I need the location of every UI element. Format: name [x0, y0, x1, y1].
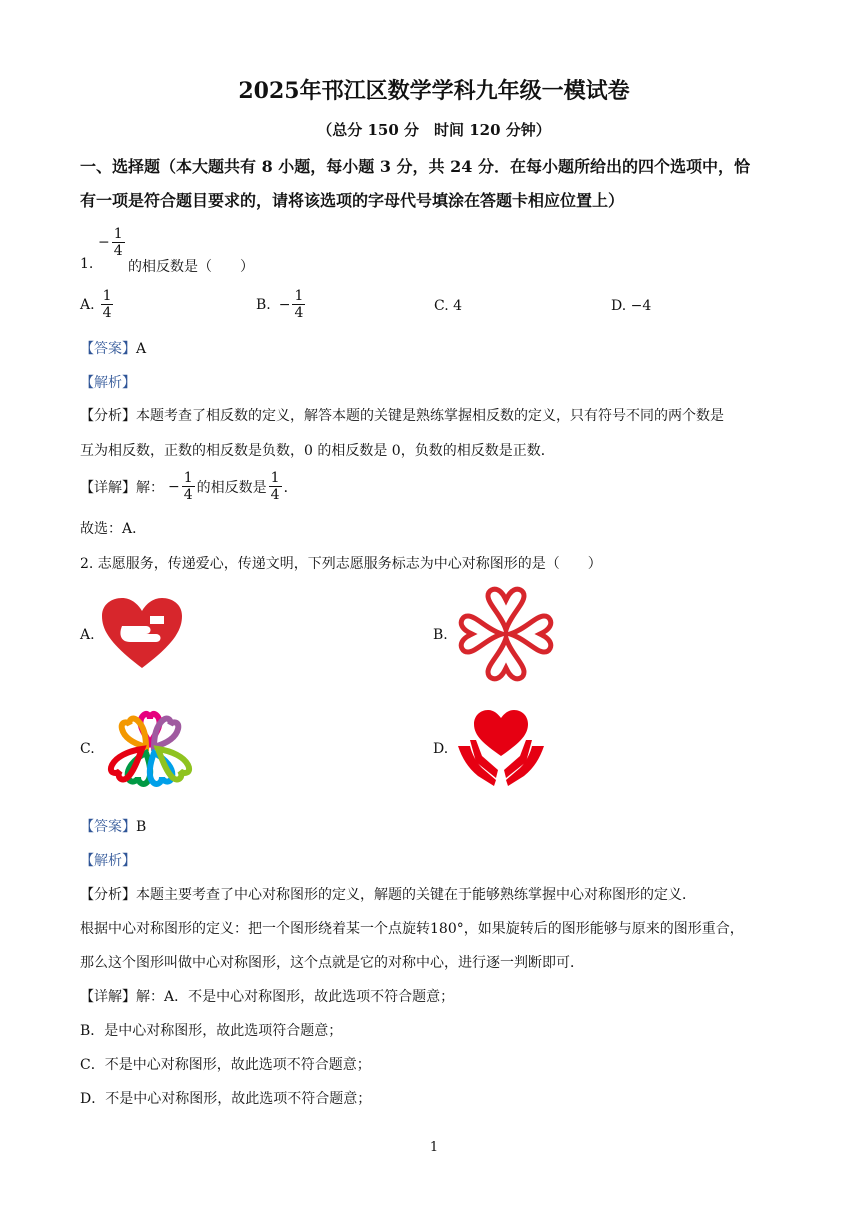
- q1-answer: [80, 338, 146, 358]
- q1-fenxi-2: 互为相反数，正数的相反数是负数，0 的相反数是 0，负数的相反数是正数．: [80, 443, 555, 459]
- q1-stem-fraction: [98, 226, 127, 259]
- q1-option-c: C. 4: [434, 298, 463, 314]
- heart-hands-logo-d: [456, 706, 546, 788]
- q1-option-a-frac: [101, 288, 114, 321]
- q1-answer-value: A: [136, 341, 147, 357]
- q1-frac-num: 1: [113, 226, 123, 242]
- q2-analysis-tag: 【解析】: [80, 853, 136, 869]
- section-heading-line2: 有一项是符合题目要求的，请将该选项的字母代号填涂在答题卡相应位置上）: [80, 191, 625, 210]
- q1-xiangjie-num2: 1: [270, 470, 280, 486]
- q1-number: 1.: [80, 256, 94, 272]
- q2-answer-value: B: [136, 819, 147, 835]
- q1-xiangjie-frac2: [269, 470, 282, 503]
- heart-hand-logo-a: [100, 596, 184, 672]
- q2-fenxi-text: 本题主要考查了中心对称图形的定义，解题的关键在于能够熟练掌握中心对称图形的定义．: [136, 887, 696, 903]
- q1-frac-den: 4: [113, 243, 123, 259]
- q2-option-a-label: A.: [80, 627, 95, 643]
- q2-xiangjie-a: [80, 986, 454, 1006]
- q1-fenxi-1: [80, 405, 724, 425]
- q1-xiangjie-mid: 的相反数是: [196, 479, 267, 496]
- q1-option-b-num: 1: [294, 288, 304, 304]
- colorful-hearts-logo-c: [102, 703, 198, 795]
- page-subtitle: （总分 150 分 时间 120 分钟）: [317, 121, 551, 139]
- q1-frac: [112, 226, 125, 259]
- q1-stem-suffix: 的相反数是（ ）: [128, 259, 254, 275]
- q1-xiangjie-den2: 4: [270, 487, 280, 503]
- q2-xiangjie-c: C．不是中心对称图形，故此选项不符合题意；: [80, 1057, 371, 1073]
- q1-answer-tag: 【答案】: [80, 341, 136, 357]
- q2-definition-1: 根据中心对称图形的定义：把一个图形绕着某一个点旋转180°，如果旋转后的图形能够与原来的图形重合，: [80, 921, 744, 937]
- q2-fenxi-1: [80, 884, 696, 904]
- q2-xiangjie-d: D．不是中心对称图形，故此选项不符合题意；: [80, 1091, 372, 1107]
- q1-fenxi-tag: 【分析】: [80, 408, 136, 424]
- q2-option-c-label: C.: [80, 741, 95, 757]
- q2-option-b-label: B.: [433, 627, 448, 643]
- q1-xiangjie-sign: −: [168, 478, 180, 495]
- q2-option-d-label: D.: [433, 741, 449, 757]
- q2-answer: [80, 816, 146, 836]
- q1-xiangjie-frac: [182, 470, 195, 503]
- q1-xiangjie-num: 1: [183, 470, 193, 486]
- q1-xiangjie-tag: 【详解】: [80, 479, 136, 496]
- page-title: 2025年邗江区数学学科九年级一模试卷: [238, 78, 630, 104]
- q2-answer-tag: 【答案】: [80, 819, 136, 835]
- q1-guxuan: 故选：A．: [80, 521, 147, 537]
- q2-definition-2: 那么这个图形叫做中心对称图形，这个点就是它的对称中心，进行逐一判断即可．: [80, 955, 584, 971]
- q1-option-b: [256, 288, 307, 321]
- q2-xiangjie-a-text: 解：A．不是中心对称图形，故此选项不符合题意；: [136, 989, 455, 1005]
- q1-xiangjie-end: ．: [283, 479, 298, 496]
- q2-fenxi-tag: 【分析】: [80, 887, 136, 903]
- q1-xiangjie-prefix: 解：: [136, 479, 164, 496]
- q2-stem: 2. 志愿服务，传递爱心，传递文明，下列志愿服务标志为中心对称图形的是（ ）: [80, 556, 602, 572]
- q1-option-a-den: 4: [102, 305, 112, 321]
- q1-xiangjie: [80, 470, 298, 503]
- section-heading-line1: 一、选择题（本大题共有 8 小题，每小题 3 分，共 24 分．在每小题所给出的四个选项中，恰: [80, 157, 750, 176]
- q1-option-b-frac: [292, 288, 305, 321]
- q1-option-d: D. −4: [611, 298, 652, 314]
- four-hearts-logo-b: [458, 586, 554, 682]
- q1-option-a-num: 1: [102, 288, 112, 304]
- page-number: 1: [429, 1140, 439, 1155]
- q1-option-a: [80, 288, 115, 321]
- q1-fenxi-text: 本题考查了相反数的定义，解答本题的关键是熟练掌握相反数的定义，只有符号不同的两个数是: [136, 408, 724, 424]
- q1-option-a-label: A.: [80, 296, 95, 313]
- q1-option-b-den: 4: [294, 305, 304, 321]
- q2-xiangjie-b: B．是中心对称图形，故此选项符合题意；: [80, 1023, 343, 1039]
- q2-xiangjie-tag: 【详解】: [80, 989, 136, 1005]
- q1-xiangjie-den: 4: [183, 487, 193, 503]
- q1-option-b-label: B.: [256, 296, 271, 313]
- q1-option-b-sign: −: [278, 296, 291, 313]
- q1-frac-sign: −: [98, 234, 110, 251]
- q1-analysis-tag: 【解析】: [80, 375, 136, 391]
